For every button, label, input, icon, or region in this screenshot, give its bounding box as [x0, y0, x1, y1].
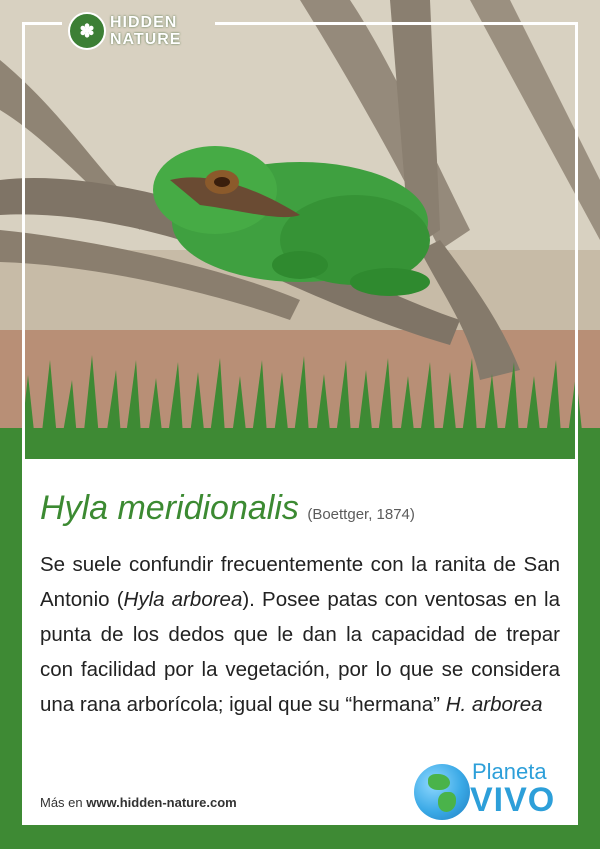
- description-part-1: Se suele confundir frecuentemente con la ranita de San Antonio (: [40, 553, 560, 611]
- planeta-vivo-logo: [414, 759, 574, 823]
- planeta-vivo-line-2: VIVO: [470, 781, 556, 819]
- description-italic-2: H. arborea: [445, 693, 543, 716]
- description-italic-1: Hyla arborea: [123, 588, 243, 611]
- frame-line-right: [575, 22, 578, 460]
- hidden-nature-logo: [68, 12, 181, 50]
- frame-line-top-left: [22, 22, 62, 25]
- species-title: [40, 489, 415, 528]
- globe-icon: [414, 764, 470, 820]
- footer-credit: [40, 795, 237, 810]
- planeta-vivo-line-1: Planeta: [472, 759, 547, 784]
- description-part-2: ). Posee patas con ventosas en la punta de los dedos que le dan la capacidad de trepar con facilidad por la vegetación, por lo que se considera una rana arborícola; igual que su “hermana”: [40, 588, 560, 716]
- species-authority: (Boettger, 1874): [307, 506, 415, 523]
- species-name: Hyla meridionalis: [40, 489, 299, 527]
- logo-line-2: NATURE: [110, 31, 182, 48]
- logo-text: [110, 14, 181, 48]
- text-panel: [22, 459, 578, 825]
- logo-line-1: HIDDEN: [110, 14, 178, 31]
- footer-prefix: Más en: [40, 795, 87, 810]
- website-link[interactable]: www.hidden-nature.com: [86, 795, 237, 810]
- frame-line-top-right: [215, 22, 578, 25]
- frame-line-left: [22, 22, 25, 460]
- hare-icon: ✽: [68, 12, 106, 50]
- species-description: [40, 547, 560, 722]
